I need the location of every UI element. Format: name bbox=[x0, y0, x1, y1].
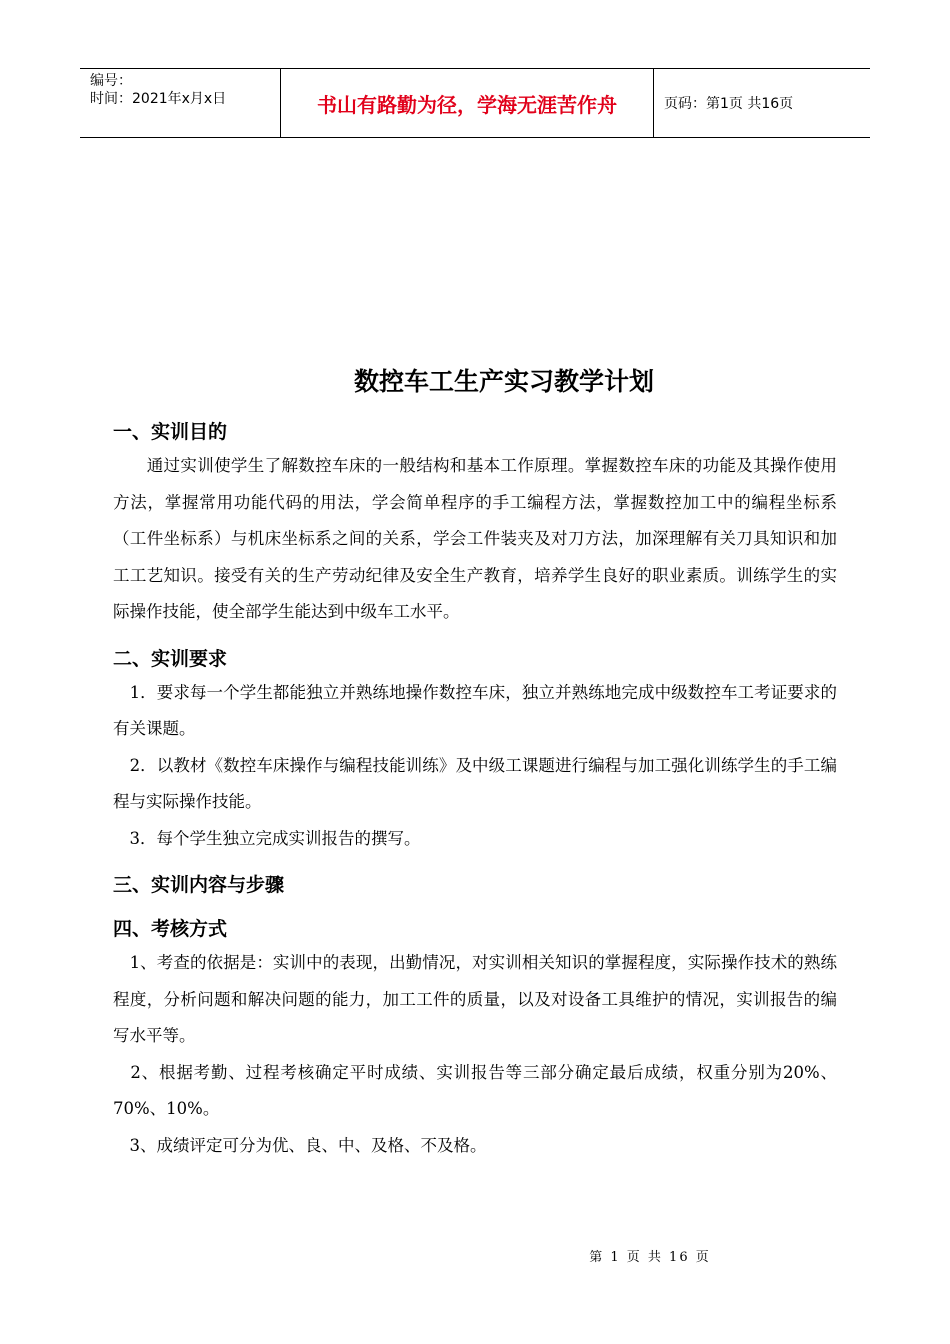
paragraph: 3．每个学生独立完成实训报告的撰写。 bbox=[113, 828, 421, 848]
document-body bbox=[113, 416, 837, 1164]
document-title: 数控车工生产实习教学计划 bbox=[353, 367, 654, 396]
section-assessment bbox=[113, 913, 837, 1164]
page-footer: 第 1 页 共 16 页 bbox=[589, 1250, 711, 1265]
section-heading: 二、实训要求 bbox=[113, 647, 228, 670]
paragraph: 3、成绩评定可分为优、良、中、及格、不及格。 bbox=[113, 1135, 487, 1155]
number-label: 编号： bbox=[90, 73, 132, 89]
section-content-steps bbox=[113, 869, 837, 901]
section-heading: 三、实训内容与步骤 bbox=[113, 874, 285, 896]
paragraph: 2．以教材《数控车床操作与编程技能训练》及中级工课题进行编程与加工强化训练学生的手工编程与实际操作技能。 bbox=[113, 755, 837, 811]
paragraph: 2、根据考勤、过程考核确定平时成绩、实训报告等三部分确定最后成绩，权重分别为20%、70%、10%。 bbox=[113, 1062, 837, 1118]
date-label: 时间：2021年x月x日 bbox=[90, 91, 227, 107]
header-meta-cell bbox=[80, 69, 281, 137]
page-header bbox=[80, 68, 870, 138]
section-purpose bbox=[113, 416, 837, 631]
section-heading: 四、考核方式 bbox=[113, 918, 228, 940]
section-requirements bbox=[113, 643, 837, 858]
paragraph: 通过实训使学生了解数控车床的一般结构和基本工作原理。掌握数控车床的功能及其操作使用方法，掌握常用功能代码的用法，学会简单程序的手工编程方法，掌握数控加工中的编程坐标系（工件坐标系）与机床坐标系之间的关系，学会工件装夹及对刀方法，加深理解有关刀具知识和加工工艺知识。接受有关的生产劳动纪律及安全生产教育，培养学生良好的职业素质。训练学生的实际操作技能，使全部学生能达到中级车工水平。 bbox=[113, 456, 837, 621]
header-motto: 书山有路勤为径，学海无涯苦作舟 bbox=[281, 69, 654, 137]
section-heading: 一、实训目的 bbox=[113, 421, 228, 443]
header-page-info: 页码：第1页 共16页 bbox=[664, 96, 794, 112]
paragraph: 1．要求每一个学生都能独立并熟练地操作数控车床，独立并熟练地完成中级数控车工考证要求的有关课题。 bbox=[113, 682, 837, 738]
paragraph: 1、考查的依据是：实训中的表现，出勤情况，对实训相关知识的掌握程度，实际操作技术的熟练程度，分析问题和解决问题的能力，加工工件的质量，以及对设备工具维护的情况，实训报告的编写水平等。 bbox=[113, 953, 837, 1045]
